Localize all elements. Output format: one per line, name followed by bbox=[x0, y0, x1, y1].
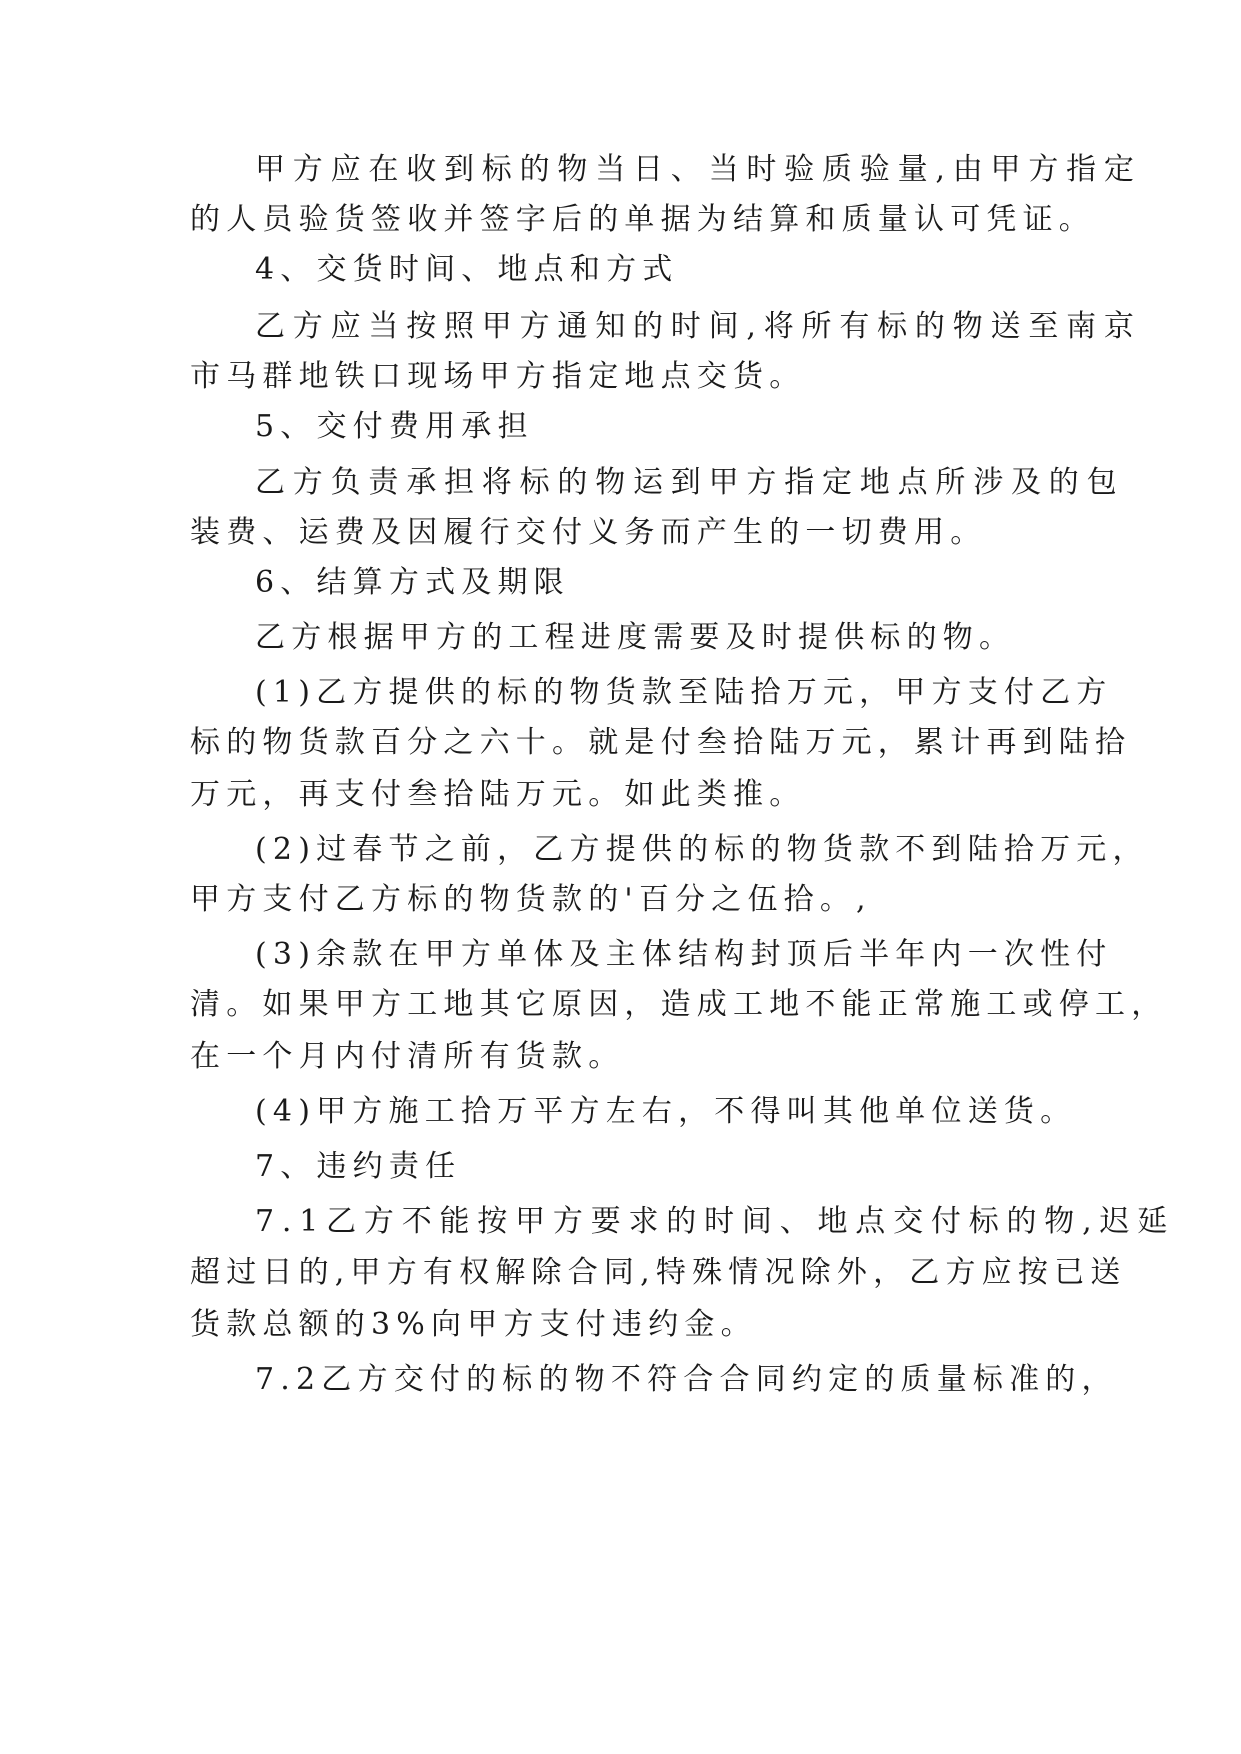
section-heading: 4、交货时间、地点和方式 bbox=[255, 252, 679, 287]
paragraph-line: 市马群地铁口现场甲方指定地点交货。 bbox=[190, 359, 806, 394]
paragraph-line: (1)乙方提供的标的物货款至陆拾万元，甲方支付乙方 bbox=[255, 675, 1113, 710]
paragraph-line: 7.1乙方不能按甲方要求的时间、地点交付标的物,迟延 bbox=[255, 1204, 1176, 1239]
section-heading: 7、违约责任 bbox=[255, 1149, 462, 1184]
paragraph-line: 甲方支付乙方标的物货款的'百分之伍拾。, bbox=[190, 882, 872, 917]
paragraph-line: 货款总额的3%向甲方支付违约金。 bbox=[190, 1307, 757, 1342]
paragraph-line: 的人员验货签收并签字后的单据为结算和质量认可凭证。 bbox=[190, 202, 1095, 237]
paragraph-line: (2)过春节之前，乙方提供的标的物货款不到陆拾万元， bbox=[255, 832, 1149, 867]
section-heading: 6、结算方式及期限 bbox=[255, 565, 570, 600]
paragraph-line: 乙方根据甲方的工程进度需要及时提供标的物。 bbox=[255, 620, 1016, 655]
paragraph-line: 万元，再支付叁拾陆万元。如此类推。 bbox=[190, 777, 806, 812]
paragraph-line: 乙方应当按照甲方通知的时间,将所有标的物送至南京 bbox=[255, 309, 1142, 344]
paragraph-line: (3)余款在甲方单体及主体结构封顶后半年内一次性付 bbox=[255, 937, 1113, 972]
paragraph-line: 超过日的,甲方有权解除合同,特殊情况除外，乙方应按已送 bbox=[190, 1255, 1127, 1290]
paragraph-line: 在一个月内付清所有货款。 bbox=[190, 1039, 625, 1074]
paragraph-line: 装费、运费及因履行交付义务而产生的一切费用。 bbox=[190, 515, 987, 550]
paragraph-line: 清。如果甲方工地其它原因，造成工地不能正常施工或停工， bbox=[190, 987, 1168, 1022]
paragraph-line: 7.2乙方交付的标的物不符合合同约定的质量标准的， bbox=[255, 1362, 1118, 1397]
paragraph-line: 甲方应在收到标的物当日、当时验质验量,由甲方指定 bbox=[255, 152, 1142, 187]
paragraph-line: 乙方负责承担将标的物运到甲方指定地点所涉及的包 bbox=[255, 465, 1125, 500]
paragraph-line: 标的物货款百分之六十。就是付叁拾陆万元，累计再到陆拾 bbox=[190, 725, 1132, 760]
section-heading: 5、交付费用承担 bbox=[255, 409, 534, 444]
paragraph-line: (4)甲方施工拾万平方左右，不得叫其他单位送货。 bbox=[255, 1094, 1077, 1129]
